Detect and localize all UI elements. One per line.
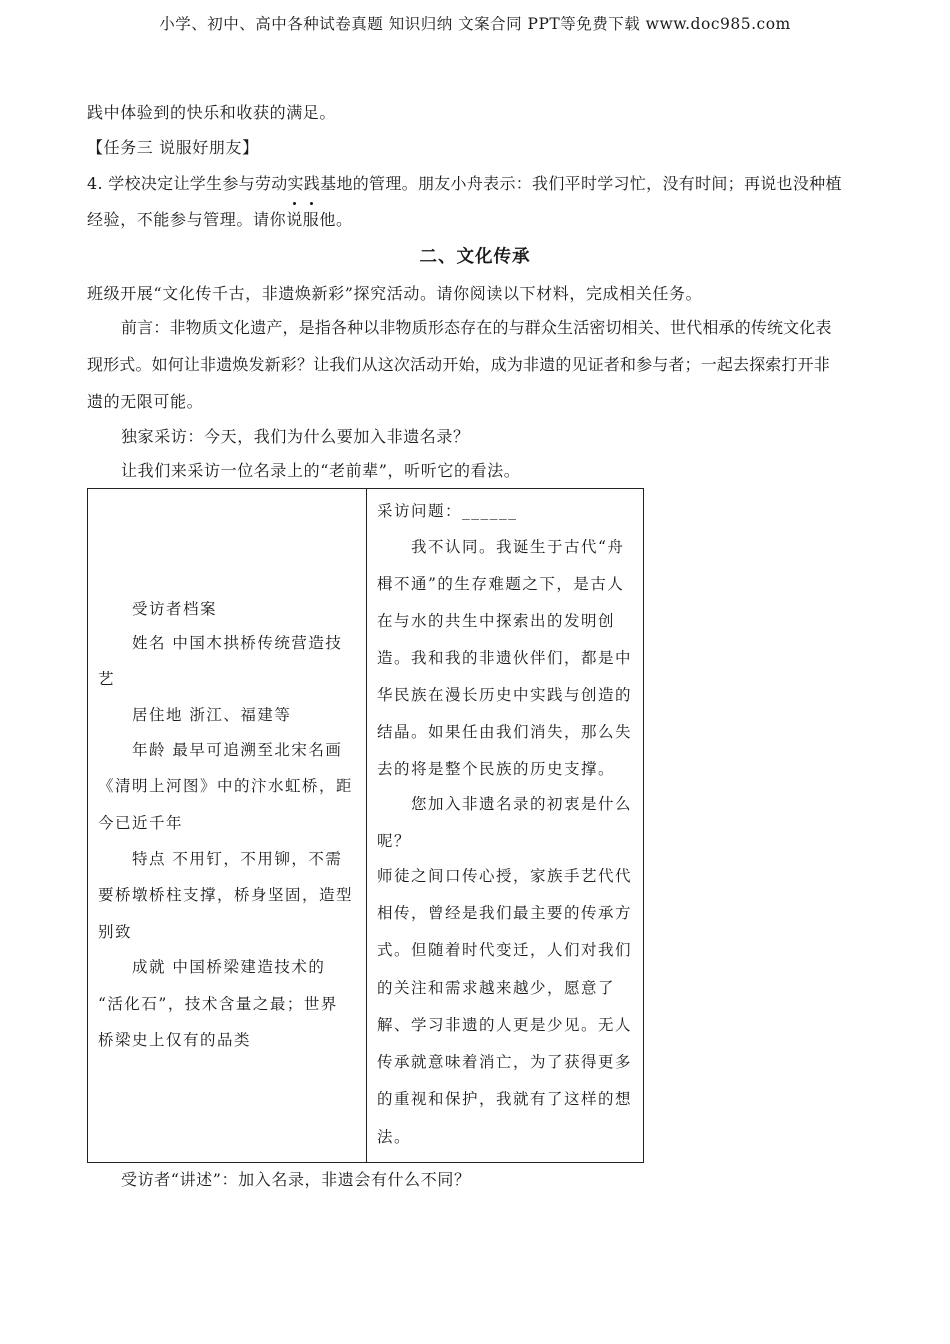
answer-line: 传承就意味着消亡，为了获得更多 (377, 1053, 633, 1071)
page-header: 小学、初中、高中各种试卷真题 知识归纳 文案合同 PPT等免费下载 www.doc985.com (159, 15, 791, 33)
profile-age-cont: 《清明上河图》中的汴水虹桥，距 (98, 777, 354, 795)
preface-line-1: 前言：非物质文化遗产，是指各种以非物质形态存在的与群众生活密切相关、世代相承的传统文化表 (121, 318, 832, 337)
answer-line: 解、学习非遗的人更是少见。无人 (377, 1016, 633, 1034)
preface-line-2: 现形式。如何让非遗焕发新彩？让我们从这次活动开始，成为非遗的见证者和参与者；一起去探索打开非 (87, 355, 830, 374)
answer-line: 结晶。如果任由我们消失，那么失 (377, 723, 633, 741)
profile-residence: 居住地 浙江、福建等 (132, 706, 292, 724)
interview-table (87, 488, 644, 1163)
interview-lead: 让我们来采访一位名录上的“老前辈”，听听它的看法。 (121, 461, 521, 480)
profile-feature-cont: 别致 (98, 923, 133, 941)
profile-title: 受访者档案 (132, 600, 218, 618)
profile-achievement: 成就 中国桥梁建造技术的 (132, 958, 326, 976)
answer-line: 式。但随着时代变迁，人们对我们 (377, 941, 633, 959)
answer-line: 法。 (377, 1128, 412, 1146)
profile-feature-cont: 要桥墩桥柱支撑，桥身坚固，造型 (98, 886, 354, 904)
question-line: 呢？ (377, 832, 412, 850)
answer-line: 在与水的共生中探索出的发明创 (377, 612, 616, 630)
answer-line: 相传，曾经是我们最主要的传承方 (377, 904, 633, 922)
section-title: 二、文化传承 (419, 247, 531, 267)
profile-feature: 特点 不用钉，不用铆，不需 (132, 850, 343, 868)
answer-line: 师徒之间口传心授，家族手艺代代 (377, 867, 633, 885)
interview-intro: 独家采访：今天，我们为什么要加入非遗名录？ (121, 427, 470, 446)
task-title: 【任务三 说服好朋友】 (87, 138, 259, 157)
answer-line: 的关注和需求越来越少，愿意了 (377, 979, 616, 997)
answer-line: 我不认同。我诞生于古代“舟 (411, 538, 625, 556)
continuation-line: 践中体验到的快乐和收获的满足。 (87, 103, 337, 122)
profile-name: 姓名 中国木拱桥传统营造技 (132, 634, 343, 652)
question-4-line-2: 经验，不能参与管理。请你说服他。 (87, 210, 353, 229)
answer-line: 的重视和保护，我就有了这样的想 (377, 1090, 633, 1108)
preface-line-3: 遗的无限可能。 (87, 392, 204, 411)
answer-line: 去的将是整个民族的历史支撑。 (377, 760, 616, 778)
question-line: 您加入非遗名录的初衷是什么 (411, 795, 633, 813)
emphasis-dot (293, 202, 296, 205)
answer-line: 造。我和我的非遗伙伴们，都是中 (377, 649, 633, 667)
profile-name-cont: 艺 (98, 670, 116, 688)
profile-age-cont: 今已近千年 (98, 814, 184, 832)
section-lead: 班级开展“文化传千古，非遗焕新彩”探究活动。请你阅读以下材料，完成相关任务。 (87, 284, 703, 303)
interview-question-blank: 采访问题：______ (377, 502, 518, 520)
narration-line: 受访者“讲述”：加入名录，非遗会有什么不同？ (121, 1170, 471, 1189)
profile-achievement-cont: “活化石”，技术含量之最；世界 (98, 995, 338, 1013)
emphasis-dot (310, 202, 313, 205)
table-divider (366, 489, 367, 1162)
answer-line: 华民族在漫长历史中实践与创造的 (377, 686, 633, 704)
profile-achievement-cont: 桥梁史上仅有的品类 (98, 1031, 252, 1049)
answer-line: 楫不通”的生存难题之下，是古人 (377, 575, 625, 593)
question-4-line-1: 4. 学校决定让学生参与劳动实践基地的管理。朋友小舟表示：我们平时学习忙，没有时间；再说也没种植 (87, 174, 842, 193)
profile-age: 年龄 最早可追溯至北宋名画 (132, 741, 343, 759)
